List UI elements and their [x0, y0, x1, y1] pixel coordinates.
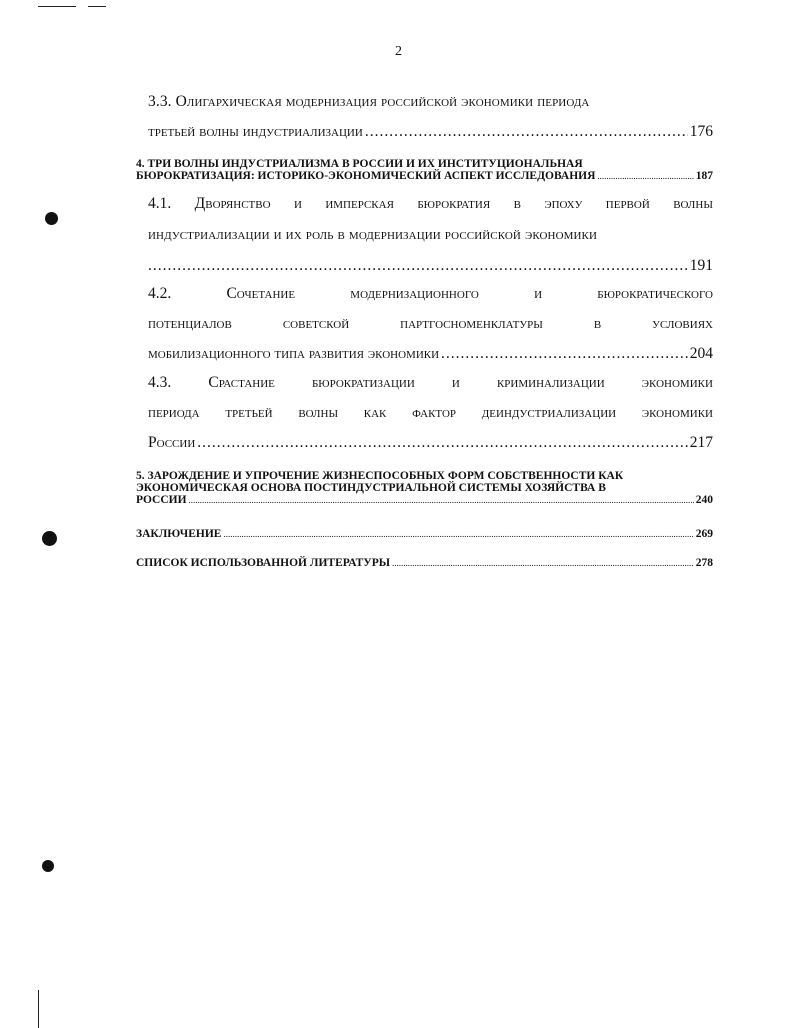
word: Сочетание: [226, 285, 296, 302]
toc-conclusion: [136, 528, 713, 540]
toc-entry-leader-line: [148, 344, 713, 364]
word: Дворянство: [194, 195, 271, 212]
toc-entry-title-line: [148, 194, 713, 214]
word: деиндустриализации: [481, 404, 617, 421]
word: третьей: [225, 404, 273, 421]
word: партгосноменклатуры: [400, 315, 543, 332]
toc-chapter-4: [136, 158, 713, 182]
toc-chapter-title-line: РОССИИ: [136, 494, 187, 506]
toc-page-number: 191: [689, 257, 713, 274]
toc-chapter-title-line: СПИСОК ИСПОЛЬЗОВАННОЙ ЛИТЕРАТУРЫ: [136, 557, 391, 569]
toc-entry-title-line: 3.3. Олигархическая модернизация российской экономики периода: [148, 93, 590, 110]
word: эпоху: [544, 195, 583, 212]
scan-edge-mark: [38, 6, 76, 7]
word: криминализации: [496, 374, 605, 391]
word: и: [534, 285, 543, 302]
toc-page-number: 269: [695, 528, 713, 540]
scan-edge-line: [38, 990, 39, 1028]
toc-page-number: 204: [689, 345, 713, 362]
word: потенциалов: [148, 315, 232, 332]
toc-chapter-title-line: БЮРОКРАТИЗАЦИЯ: ИСТОРИКО-ЭКОНОМИЧЕСКИЙ АСПЕКТ ИССЛЕДОВАНИЯ: [136, 170, 596, 182]
toc-page-number: 176: [689, 123, 713, 140]
toc-chapter-leader-line: [136, 528, 713, 540]
word: волны: [298, 404, 339, 421]
word: и: [293, 195, 302, 212]
toc-chapter-title-line: 5. ЗАРОЖДЕНИЕ И УПРОЧЕНИЕ ЖИЗНЕСПОСОБНЫХ ФОРМ СОБСТВЕННОСТИ КАК: [136, 470, 624, 482]
dot-leader: [189, 494, 694, 506]
toc-chapter-title-line: 4. ТРИ ВОЛНЫ ИНДУСТРИАЛИЗМА В РОССИИ И ИХ ИНСТИТУЦИОНАЛЬНАЯ: [136, 158, 583, 170]
toc-entry-title-line: [148, 314, 713, 334]
word: 4.2.: [148, 285, 172, 302]
toc-entry-leader-line: [148, 433, 713, 453]
toc-entry-3-3: [148, 92, 713, 142]
toc-entry-title-line: третьей волны индустриализации: [148, 123, 363, 140]
word: первой: [605, 195, 650, 212]
toc-entry-4-2: [148, 284, 713, 364]
dot-leader: [597, 170, 693, 182]
word: модернизационного: [350, 285, 479, 302]
word: советской: [282, 315, 350, 332]
toc-entry-title-line: [148, 373, 713, 393]
toc-entry-title-line: мобилизационного типа развития экономики: [148, 345, 440, 362]
word: бюрократического: [597, 285, 713, 302]
toc-chapter-leader-line: [136, 494, 713, 506]
toc-chapter-title-line: ЭКОНОМИЧЕСКАЯ ОСНОВА ПОСТИНДУСТРИАЛЬНОЙ СИСТЕМЫ ХОЗЯЙСТВА В: [136, 482, 606, 494]
dot-leader: [148, 256, 688, 276]
toc-entry-title-line: России: [148, 434, 196, 451]
toc-chapter-leader-line: [136, 557, 713, 569]
toc-entry-title-line: [148, 284, 713, 304]
word: 4.3.: [148, 374, 172, 391]
punch-hole-mark: [42, 860, 54, 872]
toc-page-number: 217: [689, 434, 713, 451]
toc-chapter-leader-line: [136, 170, 713, 182]
dot-leader: [441, 344, 688, 364]
word: как: [363, 404, 387, 421]
scan-edge-mark: [88, 6, 106, 7]
page-number: 2: [395, 44, 402, 59]
toc-references: [136, 557, 713, 569]
punch-hole-mark: [45, 212, 58, 225]
word: 4.1.: [148, 195, 172, 212]
dot-leader: [365, 122, 688, 142]
toc-page-number: 187: [695, 170, 713, 182]
word: экономики: [641, 374, 713, 391]
word: фактор: [412, 404, 457, 421]
word: в: [593, 315, 602, 332]
dot-leader: [223, 528, 693, 540]
punch-hole-mark: [42, 531, 57, 546]
toc-entry-4-1: [148, 194, 713, 276]
toc-page-number: 240: [695, 494, 713, 506]
word: волны: [673, 195, 713, 212]
toc-entry-leader-line: [148, 256, 713, 276]
word: в: [513, 195, 521, 212]
word: экономики: [641, 404, 713, 421]
dot-leader: [392, 557, 694, 569]
toc-chapter-title-line: ЗАКЛЮЧЕНИЕ: [136, 528, 222, 540]
dot-leader: [197, 433, 687, 453]
toc-entry-leader-line: [148, 122, 713, 142]
toc-page-number: 278: [695, 557, 713, 569]
word: имперская: [325, 195, 394, 212]
word: Срастание: [208, 374, 275, 391]
word: условиях: [652, 315, 713, 332]
word: и: [451, 374, 460, 391]
word: периода: [148, 404, 200, 421]
word: бюрократия: [417, 195, 491, 212]
word: бюрократизации: [311, 374, 415, 391]
toc-entry-title-line: индустриализации и их роль в модернизации российской экономики: [148, 226, 598, 243]
toc-chapter-5: [136, 470, 713, 506]
toc-entry-title-line: [148, 403, 713, 423]
toc-entry-4-3: [148, 373, 713, 453]
